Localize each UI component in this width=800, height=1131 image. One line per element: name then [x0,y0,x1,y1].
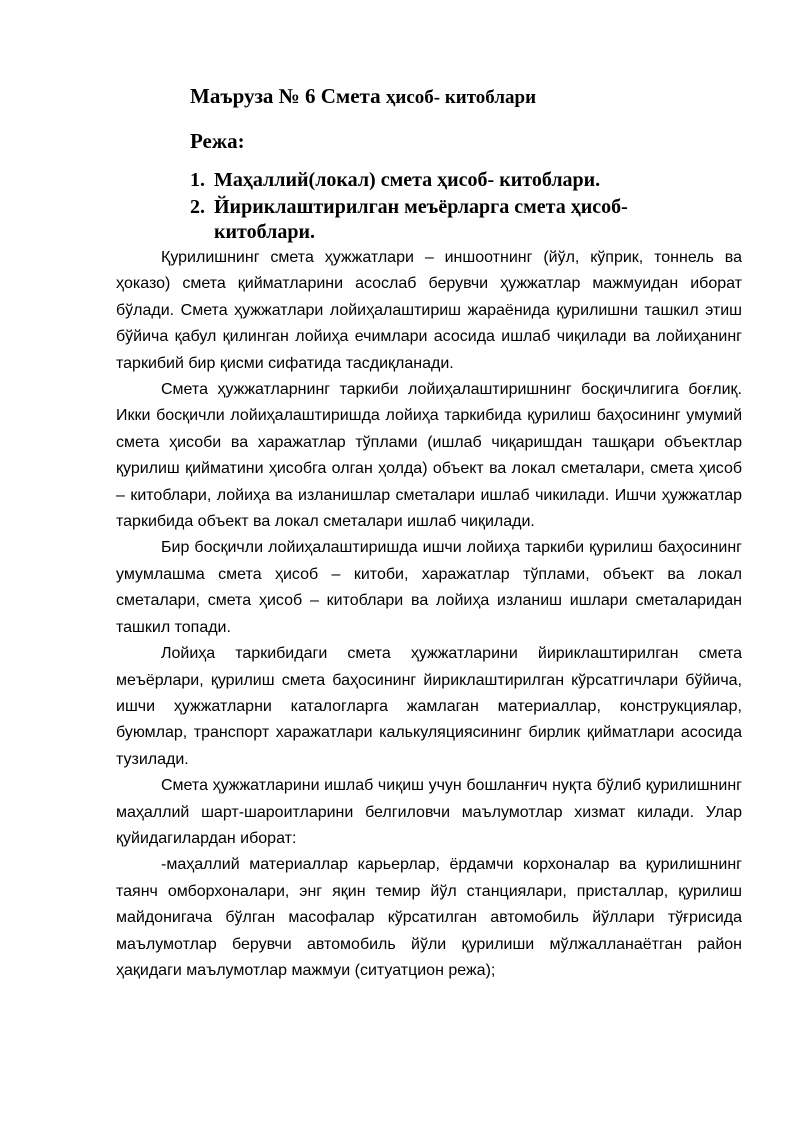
body-paragraph: Қурилишнинг смета ҳужжатлари – иншоотнинг (йўл, кўприк, тоннель ва ҳоказо) смета қийматларини асослаб берувчи ҳужжатлар мажмуидан иборат бўлади. Смета ҳужжатлари лойиҳалаштириш жараёнида қурилишни ташкил этиш бўйича қабул қилинган лойиҳа ечимлари асосида ишлаб чиқилади ва лойиҳанинг таркибий бир қисми сифатида тасдиқланади. [116,249,742,372]
plan-heading: Режа: [190,129,245,153]
plan-outline [190,168,690,247]
outline-item [190,168,690,193]
body-paragraph: -маҳаллий материаллар карьерлар, ёрдамчи корхоналар ва қурилишнинг таянч омборхоналари, энг яқин темир йўл станциялари, присталлар, қурилиш майдонигача бўлган масофалар кўрсатилган автомобиль йўллари тўғрисида маълумотлар берувчи автомобиль йўли қурилиши мўлжалланаётган район ҳақидаги маълумотлар мажмуи (ситуатцион режа); [116,856,742,979]
outline-number: 2. [190,196,205,218]
body-paragraph: Лойиҳа таркибидаги смета ҳужжатларини йириклаштирилган смета меъёрлари, қурилиш смета баҳосининг йириклаштирилган кўрсатгичлари бўйича, ишчи ҳужжатларни каталогларга жамлаган материаллар, конструкциялар, буюмлар, транспорт харажатлари калькуляциясининг бирлик қийматлари асосида тузилади. [116,645,742,768]
body-paragraph: Бир босқичли лойиҳалаштиришда ишчи лойиҳа таркиби қурилиш баҳосининг умумлашма смета ҳисоб – китоби, харажатлар тўплами, объект ва локал сметалари, смета ҳисоб – китоблари ва лойиҳа изланиш ишлари сметаларидан ташкил топади. [116,539,742,636]
outline-number: 1. [190,169,205,191]
body-paragraph: Смета ҳужжатларини ишлаб чиқиш учун бошланғич нуқта бўлиб қурилишнинг маҳаллий шарт-шароитларини белгиловчи маълумотлар хизмат килади. Улар қуйидагилардан иборат: [116,777,742,847]
outline-text: Маҳаллий(локал) смета ҳисоб- китоблари. [214,169,601,191]
outline-item [190,195,690,245]
outline-text: Йириклаштирилган меъёрларга смета ҳисоб- китоблари. [214,196,628,243]
lecture-title-main: Маъруза № 6 Смета [190,84,386,108]
lecture-title-sub: ҳисоб- китоблари [385,87,537,108]
document-body [116,245,742,984]
lecture-title [190,82,536,112]
body-paragraph: Смета ҳужжатларнинг таркиби лойиҳалаштиришнинг босқичлигига боғлиқ. Икки босқичли лойиҳалаштиришда лойиҳа таркибида қурилиш баҳосининг умумий смета ҳисоби ва харажатлар тўплами (ишлаб чиқаришдан ташқари объектлар қурилиш қийматини ҳисобга олган ҳолда) объект ва локал сметалари, смета ҳисоб – китоблари, лойиҳа ва изланишлар сметалари ишлаб чикилади. Ишчи ҳужжатлар таркибида объект ва локал сметалари ишлаб чиқилади. [116,381,742,531]
